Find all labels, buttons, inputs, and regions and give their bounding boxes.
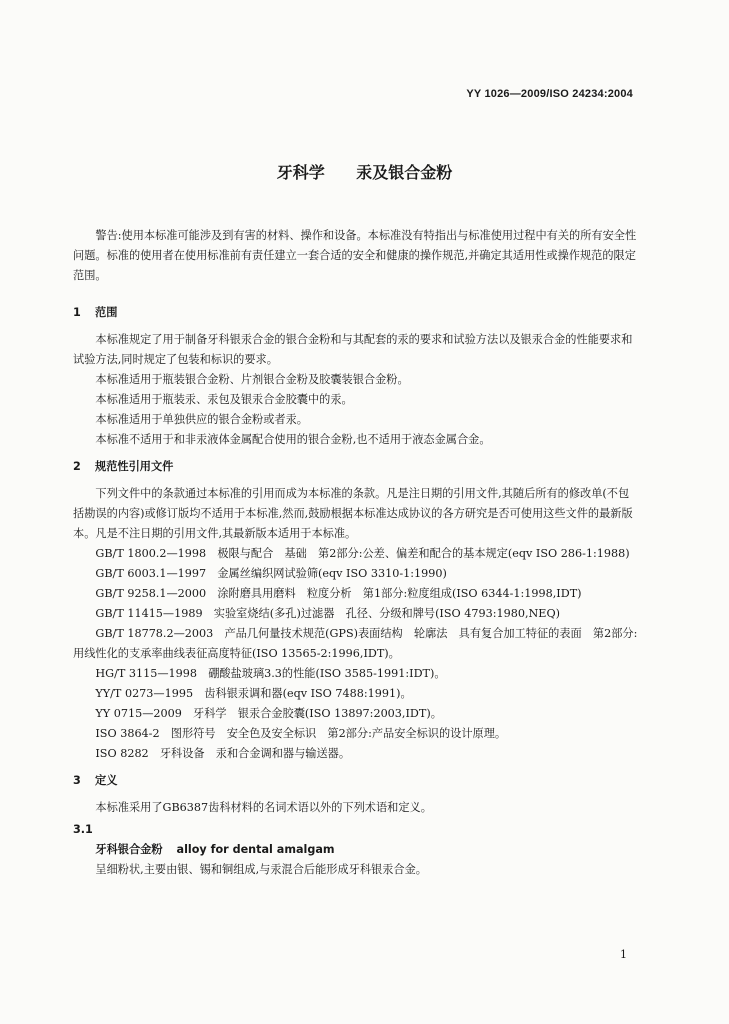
reference-item: GB/T 18778.2—2003 产品几何量技术规范(GPS)表面结构 轮廓法 具有复合加工特征的表面 第2部分:用线性化的支承率曲线表征高度特征(ISO 13565-2:1996,IDT)。 [73,627,638,660]
definitions-intro: 本标准采用了GB6387齿科材料的名词术语以外的下列术语和定义。 [95,801,432,814]
scope-paragraph: 本标准适用于瓶装银合金粉、片剂银合金粉及胶囊装银合金粉。 [95,373,409,386]
reference-item: YY/T 0273—1995 齿科银汞调和器(eqv ISO 7488:1991)。 [95,687,412,700]
term-english: alloy for dental amalgam [176,843,335,856]
reference-item: GB/T 1800.2—1998 极限与配合 基础 第2部分:公差、偏差和配合的基本规定(eqv ISO 286-1:1988) [95,547,630,560]
document-body [73,226,639,880]
section-1-heading [73,303,639,323]
scope-paragraph: 本标准规定了用于制备牙科银汞合金的银合金粉和与其配套的汞的要求和试验方法以及银汞合金的性能要求和试验方法,同时规定了包装和标识的要求。 [73,333,633,366]
reference-item: GB/T 6003.1—1997 金属丝编织网试验筛(eqv ISO 3310-1:1990) [95,567,447,580]
reference-item: GB/T 9258.1—2000 涂附磨具用磨料 粒度分析 第1部分:粒度组成(ISO 6344-1:1998,IDT) [95,587,582,600]
document-title [0,160,729,183]
warning-paragraph: 警告:使用本标准可能涉及到有害的材料、操作和设备。本标准没有特指出与标准使用过程中有关的所有安全性问题。标准的使用者在使用标准前有责任建立一套合适的安全和健康的操作规范,并确定其适用性或操作规范的限定范围。 [73,229,637,282]
term-name [73,840,639,860]
reference-item: GB/T 11415—1989 实验室烧结(多孔)过滤器 孔径、分级和牌号(ISO 4793:1980,NEQ) [95,607,561,620]
section-3-heading [73,771,639,791]
section-number: 2 [73,460,81,473]
reference-item: ISO 3864-2 图形符号 安全色及安全标识 第2部分:产品安全标识的设计原理。 [95,727,507,740]
reference-item: YY 0715—2009 牙科学 银汞合金胶囊(ISO 13897:2003,IDT)。 [95,707,442,720]
normative-intro: 下列文件中的条款通过本标准的引用而成为本标准的条款。凡是注日期的引用文件,其随后所有的修改单(不包括勘误的内容)或修订版均不适用于本标准,然而,鼓励根据本标准达成协议的各方研究是否可使用这些文件的最新版本。凡是不注日期的引用文件,其最新版本适用于本标准。 [73,487,633,540]
term-chinese: 牙科银合金粉 [95,843,163,856]
section-number: 3 [73,774,81,787]
section-title: 定义 [95,774,118,787]
scope-paragraph: 本标准适用于瓶装汞、汞包及银汞合金胶囊中的汞。 [95,393,353,406]
scope-paragraph: 本标准适用于单独供应的银合金粉或者汞。 [95,413,308,426]
term-number: 3.1 [73,823,93,836]
section-title: 规范性引用文件 [95,460,174,473]
section-title: 范围 [95,306,118,319]
page-number: 1 [620,948,627,961]
section-2-heading [73,457,639,477]
term-definition: 呈细粉状,主要由银、锡和铜组成,与汞混合后能形成牙科银汞合金。 [95,863,427,876]
section-number: 1 [73,306,81,319]
reference-item: ISO 8282 牙科设备 汞和合金调和器与输送器。 [95,747,351,760]
standard-code: YY 1026—2009/ISO 24234:2004 [466,88,633,100]
title-part-2: 汞及银合金粉 [356,163,453,182]
scope-paragraph: 本标准不适用于和非汞液体金属配合使用的银合金粉,也不适用于液态金属合金。 [95,433,491,446]
title-part-1: 牙科学 [276,163,325,182]
reference-item: HG/T 3115—1998 硼酸盐玻璃3.3的性能(ISO 3585-1991:IDT)。 [95,667,446,680]
